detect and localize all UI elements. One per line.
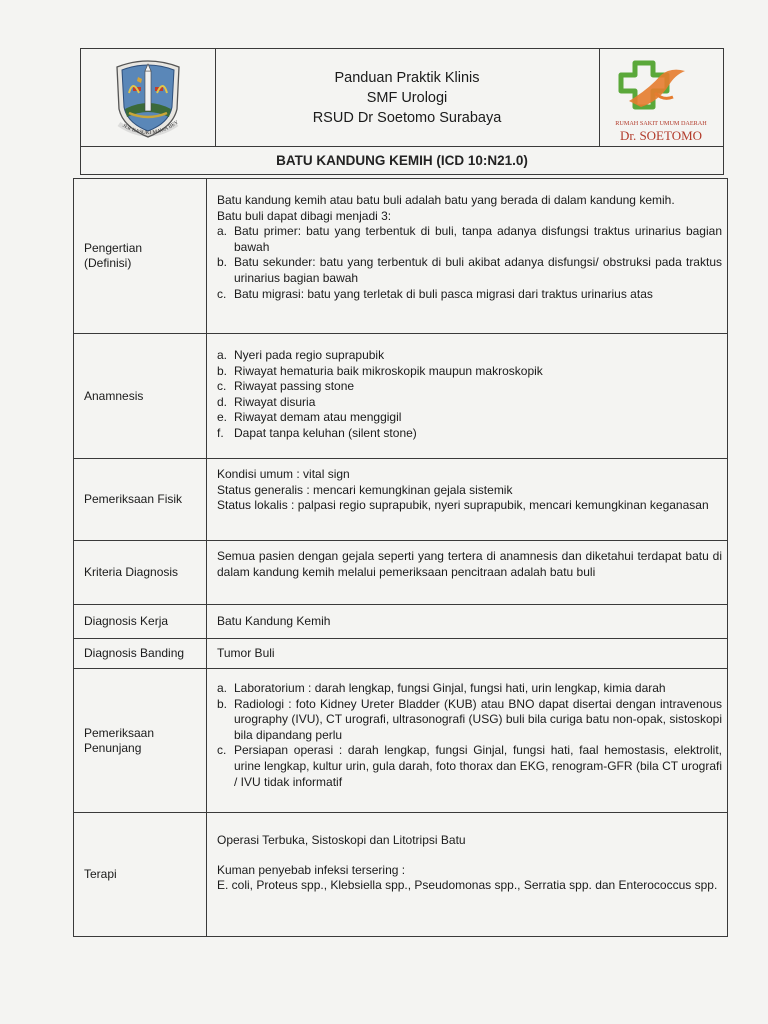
row-label: Kriteria Diagnosis [74,541,207,604]
header-left-cell [81,49,216,146]
row-diagnosis-banding [74,639,727,669]
row-label: Pemeriksaan Penunjang [74,669,207,812]
row-label: Diagnosis Banding [74,639,207,668]
list-item: a. Nyeri pada regio suprapubik [217,348,385,362]
header-title-cell [215,49,600,146]
list-item: c. Riwayat passing stone [217,379,355,394]
list-item: a. Laboratorium : darah lengkap, fungsi Ginjal, fungsi hati, urin lengkap, kimia darah [217,681,666,695]
row-value [207,669,727,790]
row-value: Operasi Terbuka, Sistoskopi dan Litotripsi Batu Kuman penyebab infeksi tersering : E. coli, Proteus spp., Klebsiella spp., Pseudomonas spp., Serratia spp. dan Enterococcus spp. [217,833,718,893]
row-value: Tumor Buli [217,646,275,660]
row-label: Pemeriksaan Fisik [74,459,207,540]
row-anamnesis [74,334,727,459]
row-pemeriksaan-penunjang [74,669,727,813]
svg-text:RUMAH SAKIT UMUM DAERAH: RUMAH SAKIT UMUM DAERAH [615,120,707,127]
row-pengertian [74,179,727,334]
header-right-cell [599,49,723,146]
svg-text:JER BASUKI MAWA BEYA: JER BASUKI MAWA BEY [121,119,180,137]
list-item: a. Batu primer: batu yang terbentuk di buli, tanpa adanya disfungsi traktus urinarius bagian bawah [217,224,722,254]
list-item: b. Riwayat hematuria baik mikroskopik maupun makroskopik [217,363,543,378]
row-value [207,334,727,442]
row-label: Anamnesis [74,334,207,458]
list-item: c. Batu migrasi: batu yang terletak di buli pasca migrasi dari traktus urinarius atas [217,286,653,301]
header-table [80,48,724,147]
hospital-cross-logo-icon [599,49,723,146]
row-value: Semua pasien dengan gejala seperti yang tertera di anamnesis dan diketahui terdapat batu di dalam kandung kemih melalui pemeriksaan pencitraan adalah batu buli [217,549,722,579]
list-item: e. Riwayat demam atau menggigil [217,410,402,425]
document-title: BATU KANDUNG KEMIH (ICD 10:N21.0) [80,147,724,175]
row-diagnosis-kerja [74,605,727,639]
list-item: f. Dapat tanpa keluhan (silent stone) [217,425,417,440]
list-item: c. Persiapan operasi : darah lengkap, fungsi Ginjal, fungsi hati, faal hemostasis, elektrolit, urine lengkap, kultur urin, gula darah, foto thorax dan EKG, renogram-GFR (bila CT urografi / IVU tidak informatif [217,743,722,789]
row-terapi [74,813,727,936]
row-label: Diagnosis Kerja [74,605,207,638]
east-java-emblem-icon [81,49,215,146]
row-value: Kondisi umum : vital sign Status generalis : mencari kemungkinan gejala sistemik Status lokalis : palpasi regio suprapubik, nyeri suprapubik, mencari kemungkinan keganasan [217,467,709,513]
title-line-1: Panduan Praktik Klinis [334,70,480,86]
row-value: Batu Kandung Kemih [217,614,331,628]
list-item: b. Batu sekunder: batu yang terbentuk di buli akibat adanya disfungsi/ obstruksi pada traktus urinarius bagian bawah [217,255,722,285]
row-value [207,179,727,302]
title-line-3: RSUD Dr Soetomo Surabaya [312,110,502,126]
row-label: Terapi [74,813,207,936]
definition-intro: Batu buli dapat dibagi menjadi 3: [217,208,392,223]
row-label: Pengertian (Definisi) [74,179,207,333]
row-kriteria-diagnosis [74,541,727,605]
list-item: b. Radiologi : foto Kidney Ureter Bladder (KUB) atau BNO dapat disertai dengan intravenous urography (IVU), CT urografi, ultrasonografi (USG) buli bila curiga batu non-opak, sistoskopi bila dipandang perlu [217,696,723,742]
svg-text:Dr. SOETOMO: Dr. SOETOMO [619,128,703,143]
content-table [73,178,728,937]
title-line-2: SMF Urologi [366,90,448,106]
row-pemeriksaan-fisik [74,459,727,541]
list-item: d. Riwayat disuria [217,394,316,409]
definition-paragraph: Batu kandung kemih atau batu buli adalah batu yang berada di dalam kandung kemih. [217,193,675,207]
